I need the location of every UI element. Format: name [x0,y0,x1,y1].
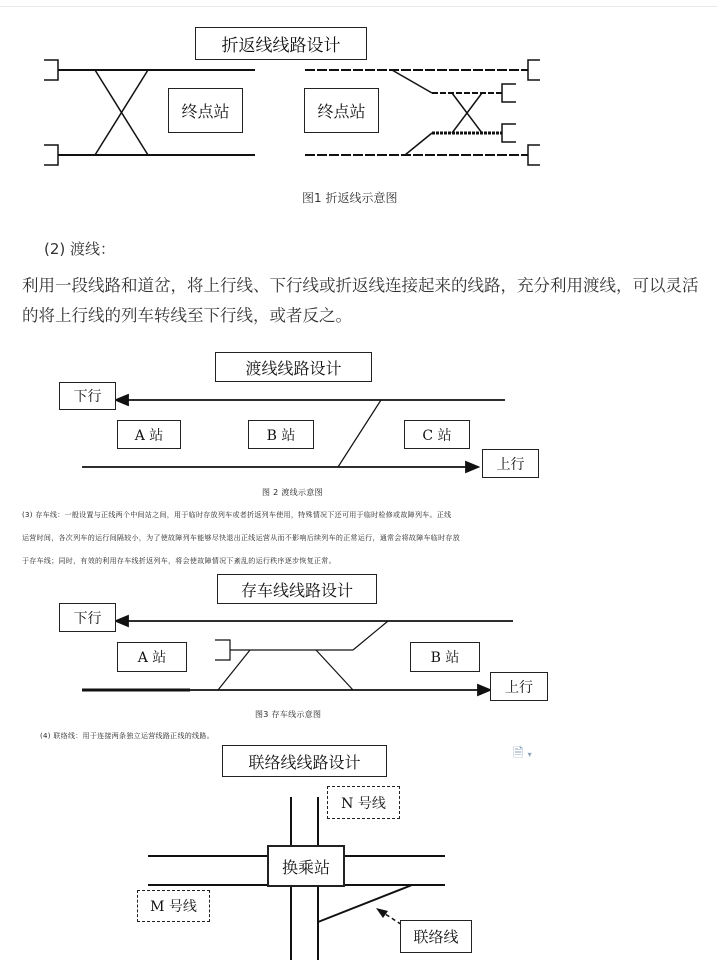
figure-4-n-line: N 号线 [327,786,400,819]
figure-2-station-b: B 站 [248,420,314,449]
figure-3-down-label: 下行 [59,603,116,632]
figure-2-down-label: 下行 [59,382,116,410]
figure-2-caption: 图 2 渡线示意图 [262,488,323,497]
section-4-text: (4) 联络线：用于连接两条独立运营线路正线的线路。 [40,732,214,740]
figure-4-transfer-station: 换乘站 [267,845,345,887]
figure-2-station-a: A 站 [117,420,181,449]
figure-2-up-label: 上行 [482,449,539,478]
section-2-heading: (2) 渡线： [44,240,116,258]
figure-3-station-b: B 站 [410,642,480,672]
figure-1-caption: 图1 折返线示意图 [302,191,398,205]
section-3-line-3: 于存车线；同时，有效的利用存车线折返列车，将会使故障情况下紊乱的运行秩序逐步恢复正常。 [22,557,336,565]
figure-4-m-line: M 号线 [137,890,210,922]
section-3-line-1: (3) 存车线：一般设置与正线两个中间站之间，用于临时存放列车或者折返列车使用，特殊情况下还可用于临时检修或故障列车。正线 [22,511,452,519]
document-icon[interactable]: 🗎 ▾ [513,746,532,761]
figure-4-title: 联络线线路设计 [222,745,387,777]
figure-1-station-left: 终点站 [168,88,243,133]
figure-2-station-c: C 站 [404,420,470,449]
figure-2-title: 渡线线路设计 [215,352,372,382]
figure-1-title: 折返线线路设计 [195,27,367,60]
section-2-paragraph: 利用一段线路和道岔，将上行线、下行线或折返线连接起来的线路，充分利用渡线，可以灵活的将上行线的列车转线至下行线，或者反之。 [22,276,699,325]
figure-1-station-right: 终点站 [304,88,379,133]
figure-3-title: 存车线线路设计 [217,574,377,604]
figure-3-station-a: A 站 [117,642,187,672]
figure-4-connector-label: 联络线 [400,920,472,953]
figure-3-up-label: 上行 [490,672,548,701]
figure-3-caption: 图3 存车线示意图 [255,710,322,719]
section-3-line-2: 运营时间，各次列车的运行间隔较小，为了使故障列车能够尽快退出正线运营从而不影响后续列车的正常运行，通常会将故障车临时存放 [22,534,460,542]
